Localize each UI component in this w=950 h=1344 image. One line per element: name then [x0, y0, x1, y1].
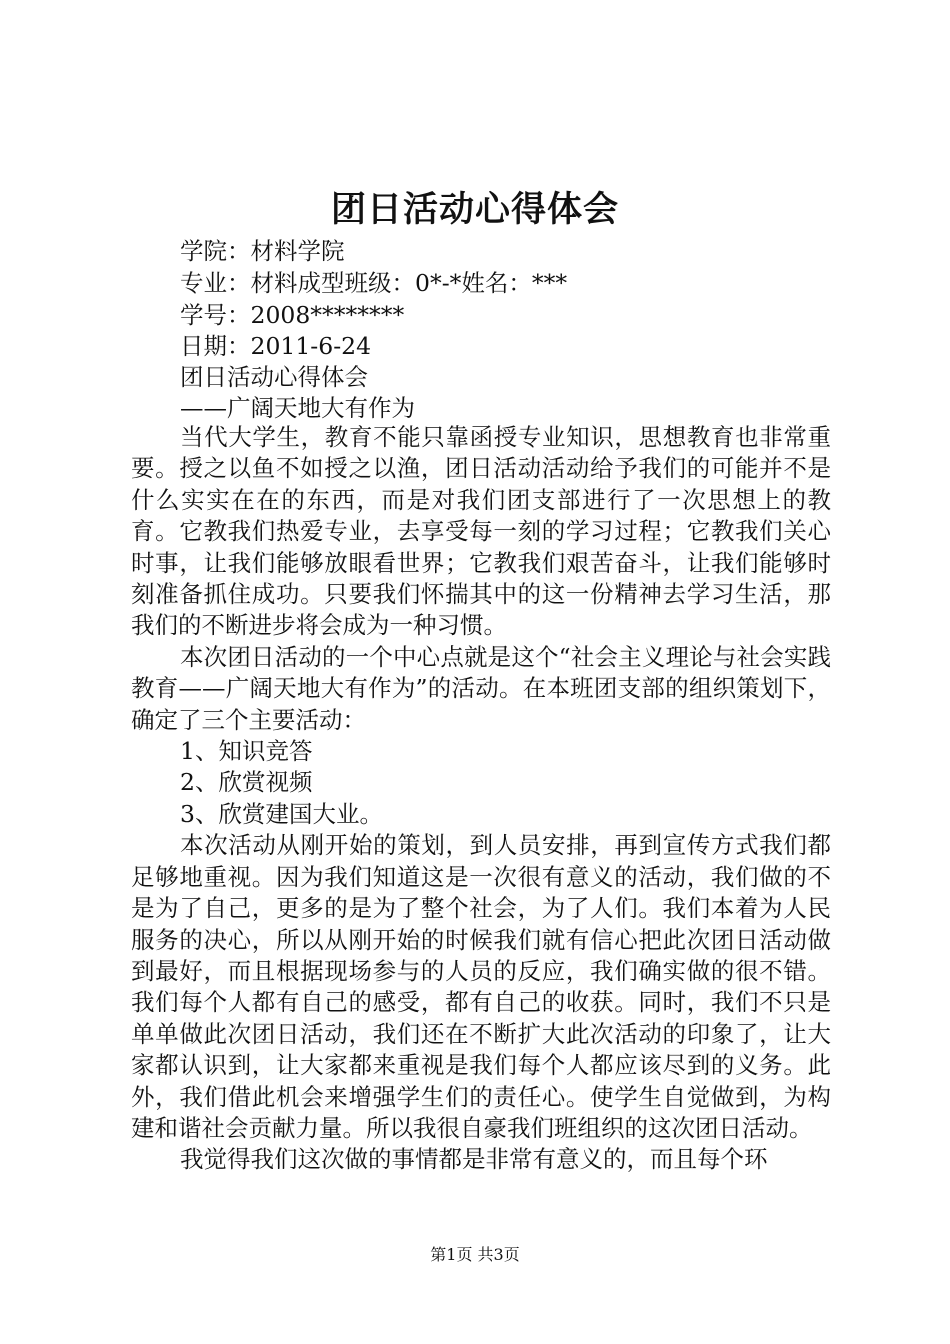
- paragraph: 当代大学生，教育不能只靠函授专业知识，思想教育也非常重要。授之以鱼不如授之以渔，团日活动活动给予我们的可能并不是什么实实在在的东西，而是对我们团支部进行了一次思想上的教育。它教我们热爱专业，去享受每一刻的学习过程；它教我们关心时事，让我们能够放眼看世界；它教我们艰苦奋斗，让我们能够时刻准备抓住成功。只要我们怀揣其中的这一份精神去学习生活，那我们的不断进步将会成为一种习惯。: [131, 423, 831, 640]
- paragraph: 我觉得我们这次做的事情都是非常有意义的，而且每个环: [180, 1145, 768, 1174]
- page-footer: 第1页 共3页: [430, 1245, 520, 1264]
- subtitle-tagline: ——广阔天地大有作为: [180, 394, 415, 422]
- date-line: 日期：2011-6-24: [180, 332, 372, 360]
- paragraph: 本次活动从刚开始的策划，到人员安排，再到宣传方式我们都足够地重视。因为我们知道这是一次很有意义的活动，我们做的不是为了自己，更多的是为了整个社会，为了人们。我们本着为人民服务的决心，所以从刚开始的时候我们就有信心把此次团日活动做到最好，而且根据现场参与的人员的反应，我们确实做的很不错。我们每个人都有自己的感受，都有自己的收获。同时，我们不只是单单做此次团日活动，我们还在不断扩大此次活动的印象了，让大家都认识到，让大家都来重视是我们每个人都应该尽到的义务。此外，我们借此机会来增强学生们的责任心。使学生自觉做到，为构建和谐社会贡献力量。所以我很自豪我们班组织的这次团日活动。: [131, 831, 831, 1142]
- paragraph: 本次团日活动的一个中心点就是这个“社会主义理论与社会实践教育——广阔天地大有作为”的活动。在本班团支部的组织策划下，确定了三个主要活动：: [131, 642, 831, 734]
- list-item: 2、欣赏视频: [180, 768, 313, 797]
- student-id-line: 学号：2008********: [180, 301, 405, 329]
- list-item: 3、欣赏建国大业。: [180, 799, 383, 828]
- college-line: 学院：材料学院: [180, 237, 345, 265]
- subtitle-heading: 团日活动心得体会: [180, 363, 368, 391]
- document-body: [131, 422, 831, 1176]
- major-class-name-line: 专业：材料成型班级：0*-*姓名：***: [180, 269, 568, 297]
- list-item: 1、知识竞答: [180, 737, 313, 766]
- document-title: 团日活动心得体会: [330, 189, 619, 230]
